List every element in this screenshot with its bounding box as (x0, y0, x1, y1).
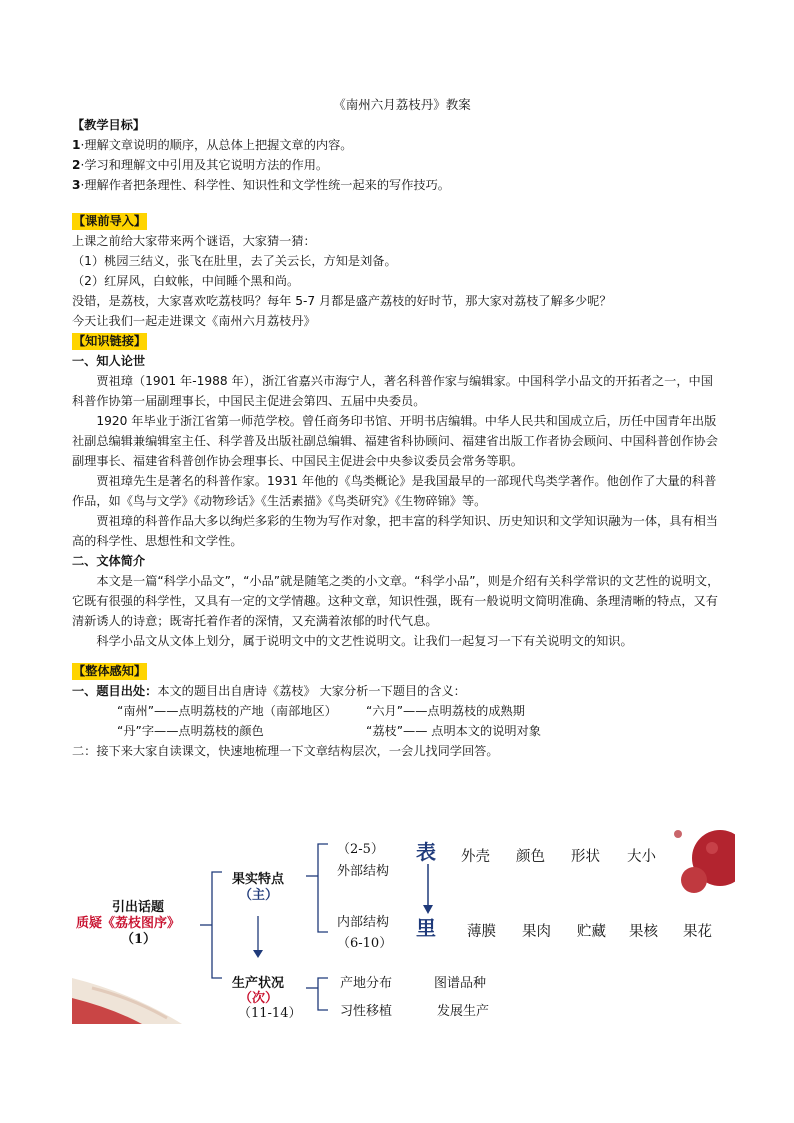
inner-big-char: 里 (416, 916, 436, 940)
overall-heading: 【整体感知】 (73, 664, 147, 678)
inner-label: 内部结构 (337, 915, 390, 930)
branch-fruit-label: 果实特点 (232, 872, 285, 887)
paragraph: 科学小品文从文体上划分，属于说明文中的文艺性说明文。让我们一起复习一下有关说明文的知识。 (96, 634, 633, 648)
section-title: 二、文体简介 (72, 554, 146, 568)
goal-item-3: 3·理解作者把条理性、科学性、知识性和文学性统一起来的写作技巧。 (72, 178, 450, 192)
inner-feature: 果核 (629, 924, 658, 940)
intro-line: 上课之前给大家带来两个谜语，大家猜一猜： (72, 234, 316, 248)
intro-line: 今天让我们一起走进课文《南州六月荔枝丹》 (72, 314, 316, 328)
inner-feature: 薄膜 (467, 924, 496, 940)
knowledge-heading: 【知识链接】 (73, 334, 147, 348)
outer-feature: 颜色 (516, 849, 545, 865)
inner-feature: 果花 (683, 924, 712, 940)
riddle-1: （1）桃园三结义，张飞在肚里，去了关云长，方知是刘备。 (72, 254, 397, 268)
outer-range: （2-5） (337, 842, 384, 857)
page-title: 《南州六月荔枝丹》教案 (333, 97, 471, 112)
root-paragraph: （1） (121, 932, 157, 947)
goal-item-2: 2·学习和理解文中引用及其它说明方法的作用。 (72, 158, 329, 172)
document-page (72, 95, 724, 761)
paragraph: 贾祖璋（1901 年-1988 年），浙江省嘉兴市海宁人，著名科普作家与编辑家。中国科学小品文的开拓者之一，中国科普作协第一届副理事长，中国民主促进会第四、五届中央委员。 (72, 374, 713, 408)
root-question: 质疑《荔枝图序》 (76, 916, 181, 931)
production-item: 习性移植 (340, 1004, 393, 1019)
section-title: 一、知人论世 (72, 354, 146, 368)
spacer (72, 195, 724, 211)
lychee-decoration-icon (674, 830, 735, 893)
root-label: 引出话题 (112, 900, 165, 915)
intro-heading: 【课前导入】 (73, 214, 147, 228)
question-2: 二：接下来大家自读课文，快速地梳理一下文章结构层次，一会儿找同学回答。 (72, 744, 499, 758)
branch-fruit-tag: （主） (239, 888, 279, 903)
structure-diagram (72, 828, 735, 1024)
production-item: 图谱品种 (434, 976, 487, 991)
outer-big-char: 表 (416, 840, 436, 864)
branch-production-label: 生产状况 (232, 976, 285, 991)
outer-label: 外部结构 (337, 864, 390, 879)
branch-production-range: （11-14） (238, 1006, 302, 1021)
riddle-2: （2）红屏风，白蚊帐，中间睡个黑和尚。 (72, 274, 300, 288)
inner-feature: 果肉 (522, 924, 551, 940)
bowl-decoration-icon (72, 978, 182, 1024)
outer-feature: 大小 (627, 849, 656, 865)
inner-feature: 贮藏 (577, 924, 606, 940)
meaning-row: “南州”——点明荔枝的产地（南部地区） “六月”——点明荔枝的成熟期 (117, 704, 525, 718)
paragraph: 贾祖璋的科普作品大多以绚烂多彩的生物为写作对象，把丰富的科学知识、历史知识和文学知识融为一体，具有相当高的科学性、思想性和文学性。 (72, 514, 718, 548)
inner-range: （6-10） (337, 936, 393, 951)
production-item: 产地分布 (340, 976, 393, 991)
outer-feature: 外壳 (461, 849, 490, 865)
production-item: 发展生产 (437, 1004, 490, 1019)
outer-feature: 形状 (571, 849, 600, 865)
spacer (72, 651, 724, 661)
intro-line: 没错，是荔枝，大家喜欢吃荔枝吗？每年 5-7 月都是盛产荔枝的好时节，那大家对荔枝了解多少呢？ (72, 294, 612, 308)
meaning-row: “丹”字——点明荔枝的颜色 “荔枝”—— 点明本文的说明对象 (117, 724, 541, 738)
branch-production-tag: （次） (239, 991, 279, 1006)
goals-heading: 【教学目标】 (72, 118, 146, 132)
question-1: 一、题目出处：本文的题目出自唐诗《荔枝》 大家分析一下题目的含义： (72, 684, 466, 698)
paragraph: 1920 年毕业于浙江省第一师范学校。曾任商务印书馆、开明书店编辑。中华人民共和国成立后，历任中国青年出版社副总编辑兼编辑室主任、科学普及出版社副总编辑、福建省科协顾问、福建省出版工作者协会顾问、中国科普创作协会副理事长、福建省科普创作协会理事长、中国民主促进会中央参议委员会常务等职。 (72, 414, 718, 468)
paragraph: 贾祖璋先生是著名的科普作家。1931 年他的《鸟类概论》是我国最早的一部现代鸟类学著作。他创作了大量的科普作品，如《鸟与文学》《动物珍话》《生活素描》《鸟类研究》《生物碎锦》等。 (72, 474, 717, 508)
goal-item-1: 1·理解文章说明的顺序，从总体上把握文章的内容。 (72, 138, 353, 152)
paragraph: 本文是一篇“科学小品文”，“小品”就是随笔之类的小文章。“科学小品”，则是介绍有关科学常识的文艺性的说明文，它既有很强的科学性，又具有一定的文学情趣。这种文章，知识性强，既有一般说明文简明准确、条理清晰的特点，又有清新诱人的诗意；既寄托着作者的深情，又充满着浓郁的时代气息。 (72, 574, 720, 628)
